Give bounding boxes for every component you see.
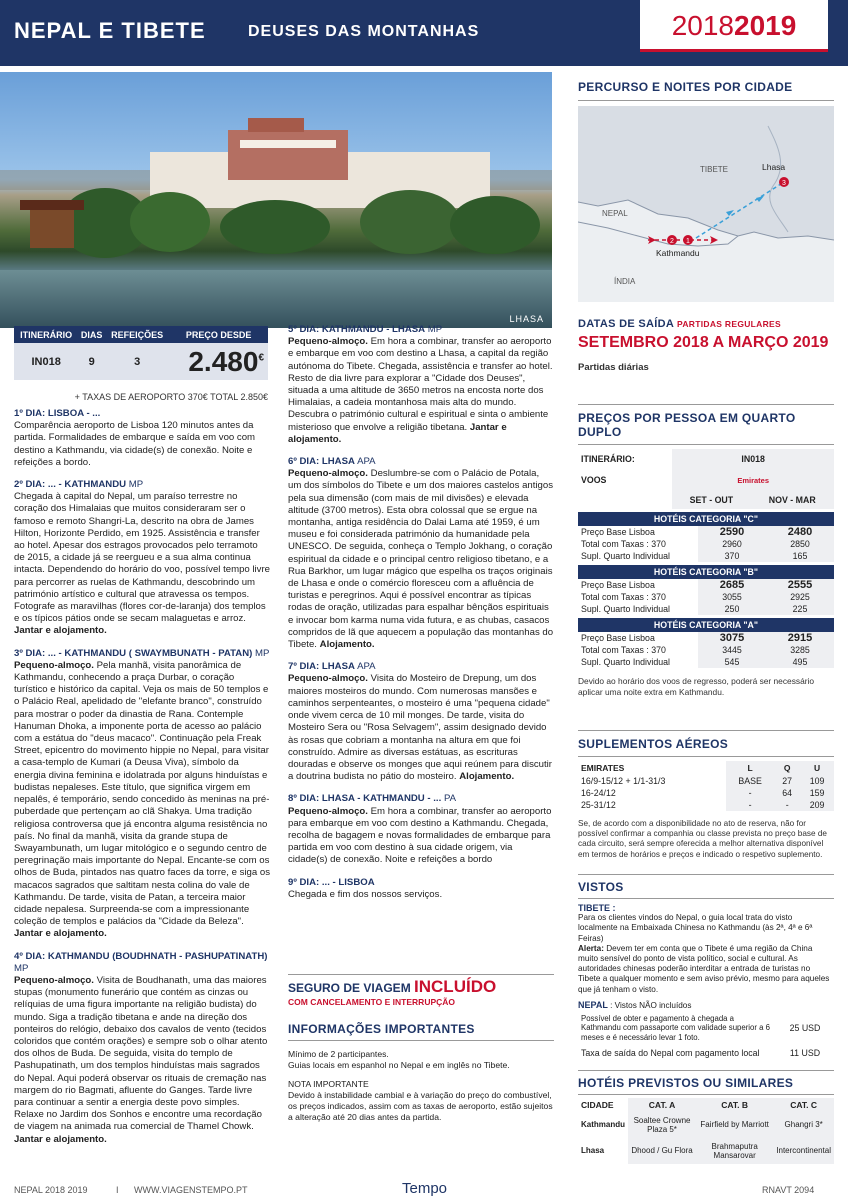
itin-header-dias: DIAS — [78, 326, 105, 343]
map-city-lhasa: Lhasa — [762, 162, 786, 172]
day-meal-plan: APA — [357, 456, 376, 468]
hotel-header: CAT. B — [696, 1098, 773, 1112]
day-end: Jantar e alojamento. — [14, 1133, 107, 1145]
day-8 — [288, 793, 554, 866]
day-6 — [288, 456, 554, 651]
category-header: HOTÉIS CATEGORIA "B" — [578, 565, 834, 579]
dates-title: DATAS DE SAÍDA — [578, 318, 674, 330]
map-nights-lhasa: 3 — [782, 180, 786, 187]
day-lead: Pequeno-almoço. — [288, 805, 368, 817]
day-title: 9º DIA: ... - LISBOA — [288, 876, 375, 888]
itin-days: 9 — [78, 343, 105, 380]
prices-voos-label: VOOS — [581, 475, 607, 485]
footer-site[interactable]: WWW.VIAGENSTEMPO.PT — [134, 1185, 248, 1195]
hotels-table — [578, 1098, 834, 1164]
supl-header: Q — [774, 761, 800, 775]
season-year-badge — [640, 0, 828, 52]
visa-tibet-text: Para os clientes vindos do Nepal, o guia local trata do visto localmente na Embaixada Chinesa no Kathmandu (às 2ª, 4ª e 6ª Feiras) — [578, 913, 813, 943]
page-footer — [0, 1180, 848, 1200]
day-9 — [288, 877, 554, 901]
price-row: Preço Base Lisboa 3075 2915 — [578, 632, 834, 644]
visa-nepal-fee-text: Possível de obter e pagamento à chegada a Kathmandu com passaporte com validade superior a 6 meses e é necessário levar 1 foto. — [581, 1013, 770, 1042]
day-lead: Pequeno-almoço. — [288, 336, 368, 348]
footer-left: NEPAL 2018 2019 — [14, 1185, 88, 1195]
day-title: 6º DIA: LHASA — [288, 456, 355, 468]
category-header: HOTÉIS CATEGORIA "C" — [578, 512, 834, 526]
price-category-0 — [578, 512, 834, 562]
day-meal-plan: APA — [357, 661, 376, 673]
info-nota: Devido à instabilidade cambial e à variação do preço do combustível, os preços indicados, assim com as taxas de aeroporto, estão sujeitos a alteração até 20 dias antes da partida. — [288, 1090, 553, 1122]
hotel-row: Lhasa Dhood / Gu Flora Brahmaputra Mansarovar Intercontinental — [578, 1138, 834, 1164]
day-meal-plan: MP — [255, 647, 270, 659]
visa-nepal-label: NEPAL — [578, 999, 608, 1010]
hotel-header: CIDADE — [581, 1100, 614, 1110]
prices-col-nov-mar: NOV - MAR — [750, 491, 834, 509]
footer-right: RNAVT 2094 — [762, 1185, 815, 1195]
day-meal-plan: PA — [443, 793, 457, 805]
emirates-logo: Emirates — [672, 469, 834, 491]
supl-row: 16/9-15/12 + 1/1-31/3 BASE 27 109 — [578, 775, 834, 787]
day-5 — [288, 324, 554, 446]
price-row: Total com Taxas : 370 3055 2925 — [578, 591, 834, 603]
price-category-2 — [578, 618, 834, 668]
itin-currency: € — [258, 352, 264, 364]
visa-nepal-fee: 25 USD — [789, 1022, 821, 1033]
map-title: PERCURSO E NOITES POR CIDADE — [578, 80, 793, 94]
day-meal-plan: MP — [128, 479, 144, 491]
supl-row: 25-31/12 - - 209 — [578, 799, 834, 811]
price-row: Preço Base Lisboa 2590 2480 — [578, 526, 834, 538]
itin-header-refeicoes: REFEIÇÕES — [105, 326, 169, 343]
year-end: 2019 — [734, 10, 797, 41]
day-lead: Pequeno-almoço. — [14, 659, 94, 671]
supl-note: Se, de acordo com a disponibilidade no ato de reserva, não for possível confirmar a companhia ou classe prevista no preço base de cada circuito, será sempre oferecida a melhor alternativa disponível em termos de horários e preços e indicado o respetivo suplemento. — [578, 819, 827, 859]
footer-sep: I — [116, 1185, 119, 1195]
prices-table — [578, 449, 834, 509]
day-7 — [288, 661, 554, 783]
tempo-logo: Tempo — [402, 1180, 448, 1197]
dates-tag: PARTIDAS REGULARES — [677, 319, 781, 329]
map-label-nepal: NEPAL — [602, 209, 628, 218]
insurance-label: SEGURO DE VIAGEM — [288, 981, 411, 995]
itin-header-preco: PREÇO DESDE — [169, 326, 268, 343]
day-lead: Pequeno-almoço. — [14, 974, 94, 986]
photo-caption: LHASA — [509, 314, 544, 324]
map-label-tibet: TIBETE — [700, 165, 729, 174]
day-text: Comparência aeroporto de Lisboa 120 minutos antes da partida. Formalidades de embarque e saída em voo com destino a Kathmandu, via cidade(s) de conexão. Noite e refeições a bordo. — [14, 420, 256, 468]
price-row: Supl. Quarto Individual 545 495 — [578, 656, 834, 668]
day-title: 2º DIA: ... - KATHMANDU — [14, 479, 127, 491]
map-nights-kathmandu-a: 2 — [670, 238, 674, 245]
hotel-row: Kathmandu Soaltee Crowne Plaza 5* Fairfield by Marriott Ghangri 3* — [578, 1112, 834, 1138]
info-line-1: Mínimo de 2 participantes. — [288, 1049, 389, 1059]
price-category-1 — [578, 565, 834, 615]
day-end: Jantar e alojamento. — [14, 928, 107, 940]
day-1 — [14, 408, 270, 469]
hotel-header: CAT. C — [773, 1098, 834, 1112]
potala-palace-photo — [0, 72, 552, 328]
price-row: Supl. Quarto Individual 250 225 — [578, 603, 834, 615]
info-title: INFORMAÇÕES IMPORTANTES — [288, 1022, 475, 1036]
visa-exit-tax: 11 USD — [789, 1048, 821, 1059]
year-start: 2018 — [671, 10, 734, 41]
day-end: Jantar e alojamento. — [14, 625, 107, 637]
map-nights-kathmandu-b: 1 — [686, 238, 690, 245]
itin-code: IN018 — [14, 343, 78, 380]
page-subtitle: DEUSES DAS MONTANHAS — [248, 23, 480, 40]
dates-note: Partidas diárias — [578, 362, 649, 373]
page-title: NEPAL E TIBETE — [14, 18, 206, 43]
day-text: Visita do Mosteiro de Drepung, um dos maiores mosteiros do mundo. Com numerosas mansões e caminhos serpenteantes, o mosteiro é uma "pequena cidade" onde vivem cerca de 10 mil monges. De tarde, visita do Mosteiro Sera ou "Rosa Selvagem", assim designado devido às rosas que cobriam a montanha na altura em que foi construído. Admire as diversas estátuas, as escrituras douradas e observe os monges que aqui reúnem para discutir a doutrina budista no pátio do mosteiro. — [288, 673, 552, 783]
info-line-2: Guias locais em espanhol no Nepal e em inglês no Tibete. — [288, 1060, 510, 1070]
visas-section — [578, 874, 834, 1062]
day-text: Chegada e fim dos nossos serviços. — [288, 888, 443, 900]
hotels-section — [578, 1070, 834, 1164]
map-city-kathmandu: Kathmandu — [656, 248, 700, 258]
day-title: 1º DIA: LISBOA - ... — [14, 408, 101, 419]
supl-header: EMIRATES — [581, 763, 625, 773]
itin-header-itinerario: ITINERÁRIO — [14, 326, 78, 343]
info-nota-title: NOTA IMPORTANTE — [288, 1079, 369, 1089]
visa-tibet-label: TIBETE : — [578, 903, 616, 913]
tax-note: + TAXAS DE AEROPORTO 370€ TOTAL 2.850€ — [74, 392, 268, 402]
price-row: Total com Taxas : 370 2960 2850 — [578, 538, 834, 550]
day-3 — [14, 648, 270, 941]
prices-note: Devido ao horário dos voos de regresso, poderá ser necessário aplicar uma noite extra em Kathmandu. — [578, 676, 815, 697]
itin-price: 2.480 — [188, 345, 259, 377]
day-text: Deslumbre-se com o Palácio de Potala, um dos símbolos do Tibete e um dos maiores castelos antigos pela sua dimensão (com mais de mil divisões) e elevada altitude (3700 metros). Esta obra colossal que se ergue na montanha, antiga residência do Dalai Lama até 1959, é um museu e foi considerada património da humanidade pela UNESCO. De seguida, conheça o Templo Jokhang, o coração espiritual da cidade e o principal centro religioso tibetano, e a Rua Barkhor, um lugar mágico que espelha os traços originais de Lhasa e onde o comércio floresceu com a afluência de turistas e peregrinos. Aqui é possível encontrar as típicas rodas de oração, utilizadas para espalhar bênçãos espirituais e invocar bom karma numa vida futura, e as chubas, casacos compridos de lã que aquecem a população das montanhas do Tibete. — [288, 468, 554, 651]
visa-nepal-note: : Vistos NÃO incluídos — [610, 1000, 692, 1010]
price-row: Preço Base Lisboa 2685 2555 — [578, 579, 834, 591]
route-map-svg — [578, 106, 834, 302]
day-text: Em hora a combinar, transfer ao aeroporto e embarque em voo com destino a Lhasa, a capital da região autónoma do Tibete. Chegada, assistência e transfer ao hotel. Resto de dia livre para explorar a "Cidade dos Deuses", situada a uma altitude de 3650 metros na encosta norte dos Himalaias, a cadeia montanhosa mais alta do mundo. Descubra o património cultural e espiritual e sinta o ambiente misterioso que envolve a religião tibetana. — [288, 336, 553, 433]
prices-itin-label: ITINERÁRIO: — [581, 454, 635, 464]
insurance-box — [288, 974, 554, 1007]
price-row: Total com Taxas : 370 3445 3285 — [578, 644, 834, 656]
price-row: Supl. Quarto Individual 370 165 — [578, 550, 834, 562]
day-end: Jantar e alojamento. — [288, 421, 507, 445]
day-meal-plan: MP — [427, 324, 443, 335]
important-info — [288, 1022, 554, 1123]
category-header: HOTÉIS CATEGORIA "A" — [578, 618, 834, 632]
visa-alert-text: Devem ter em conta que o Tibete é uma região da China muito sensível do ponto de vista político, social e cultural. As autoridades chinesas poderão interditar a entrada de turistas no Tibete a qualquer momento e sem aviso prévio, mesmo para aqueles que já tenham o visto. — [578, 943, 830, 994]
day-title: 3º DIA: ... - KATHMANDU ( SWAYMBUNATH - PATAN) — [14, 647, 253, 659]
visa-nepal-table — [578, 1012, 834, 1062]
day-2 — [14, 479, 270, 638]
day-end: Alojamento. — [319, 639, 375, 651]
dates-range: SETEMBRO 2018 A MARÇO 2019 — [578, 334, 829, 351]
day-meal-plan: MP — [14, 962, 29, 974]
prices-col-set-out: SET - OUT — [672, 491, 750, 509]
day-text: Pela manhã, visita panorâmica de Kathmandu, conhecendo a praça Durbar, o coração turístico e histórico da capital. Veja os mais de 50 templos e o Palácio Real, apelidado de "elefante branco", construído para mostrar o poder da dinastia de Rana. Contemple Hanuman Dhoka, a imponente porta de acesso ao palácio com a estátua do "deus macaco". Continuação pela Freak Street, epicentro do movimento hippie no Nepal, para visitar a casa-templo de Kumari (a Deusa Viva), símbolo da energia divina feminina e idolatrada por alguns hinduístas e budistas nepaleses. Este título, que significa virgem em nepalês, é temporário, sendo concedido às meninas na pré-puberdade que pertençam ao clã Shakya. Uma tradição religiosa controversa que já encontra alguma resistência no país. No final da manhã, visita da grande stupa de Swayambunath, um lugar mitológico e o segundo centro de peregrinação mais importante do Nepal. Encante-se com os olhos de Buda, pintados nas quatro faces da torre, e siga os macacos sagrados que saltitam nesta colina do vale de Kathmandu. De tarde, visita de Patan, a terceira maior cidade nepalesa. Surpreenda-se com a impressionante coleção de templos e palácios da "Cidade da Beleza". — [14, 659, 271, 928]
itin-meals: 3 — [105, 343, 169, 380]
map-label-india: ÍNDIA — [614, 277, 636, 286]
supl-title: SUPLEMENTOS AÉREOS — [578, 737, 729, 751]
day-text: Visita de Boudhanath, uma das maiores stupas (monumento funerário que contém as cinzas ou relíquias de uma figura importante na religião budista) do mundo. Siga a tradição tibetana e ande na direção dos ponteiros do relógio, debaixo dos cavalos de vento (tecidos coloridos que contém orações) e sempre sob o olhar atento dos olhos de Buda. De seguida, visita do templo de Pashupatinath, um dos templos hinduístas mais sagrados do Nepal. Aqui poderá observar os rituais de cremação nas margem do rio Bagmati, afluente do Ganges. Tarde livre para continuar a sentir a energia deste povo simples. Relaxe no Jardim dos Sonhos e encontre uma recordação de viagem na animada rua comercial de Thamel Chowk. — [14, 974, 268, 1133]
itinerary-column-1 — [14, 408, 270, 1156]
supl-table — [578, 761, 834, 811]
supl-row: 16-24/12 - 64 159 — [578, 787, 834, 799]
prices-itin-code: IN018 — [672, 449, 834, 469]
insurance-highlight: INCLUÍDO — [414, 977, 497, 996]
visa-exit-tax-text: Taxa de saída do Nepal com pagamento local — [581, 1048, 760, 1059]
day-lead: Pequeno-almoço. — [288, 673, 368, 685]
day-title: 4º DIA: KATHMANDU (BOUDHNATH - PASHUPATINATH) — [14, 950, 268, 962]
supl-header: U — [800, 761, 834, 775]
day-lead: Pequeno-almoço. — [288, 468, 368, 480]
visas-title: VISTOS — [578, 880, 624, 894]
day-title: 5º DIA: KATHMANDU - LHASA — [288, 324, 426, 335]
itinerary-summary — [14, 326, 268, 380]
day-title: 8º DIA: LHASA - KATHMANDU - ... — [288, 793, 442, 805]
itinerary-column-2 — [288, 324, 554, 911]
visa-alert-label: Alerta: — [578, 943, 604, 953]
route-map — [578, 106, 834, 302]
price-categories — [578, 512, 834, 668]
hotel-header: CAT. A — [628, 1098, 696, 1112]
prices-section — [578, 404, 834, 697]
prices-title: PREÇOS POR PESSOA EM QUARTO DUPLO — [578, 411, 796, 439]
day-4 — [14, 951, 270, 1146]
day-title: 7º DIA: LHASA — [288, 661, 355, 673]
dates-section — [578, 318, 834, 373]
map-section — [578, 80, 834, 101]
day-text: Chegada à capital do Nepal, um paraíso terrestre no coração dos Himalaias que muitos consideraram ser o famoso e remoto Shangri-La, descrito na obra de James Hilton, Horizonte Perdido, em 1925. Assistência e transfer ao hotel. Apesar dos estragos provocados pelo terramoto de 2015, a cidade já se reergueu e a sua alma continua intacta. Dependendo do horário do voo, possível tempo livre para percorrer as ruelas de Kathmandu, descobrindo um património artístico e cultural que atravessa os tempos. Fotografe as maravilhas (flores cor-de-laranja) dos templos e os típicos pátios onde se secam malaguetas e arroz. — [14, 491, 270, 625]
supl-header: L — [726, 761, 774, 775]
hotels-title: HOTÉIS PREVISTOS OU SIMILARES — [578, 1076, 794, 1090]
day-text: Em hora a combinar, transfer ao aeroporto para embarque em voo com destino a Kathmandu. Chegada, recolha de bagagem e novas formalidades de embarque para partida em voo com destino à sua cidade origem, via cidade(s) de conexão. Noite e refeições a bordo — [288, 805, 552, 866]
insurance-sub: COM CANCELAMENTO E INTERRUPÇÃO — [288, 997, 456, 1007]
air-supplements — [578, 730, 834, 860]
day-end: Alojamento. — [459, 771, 515, 783]
